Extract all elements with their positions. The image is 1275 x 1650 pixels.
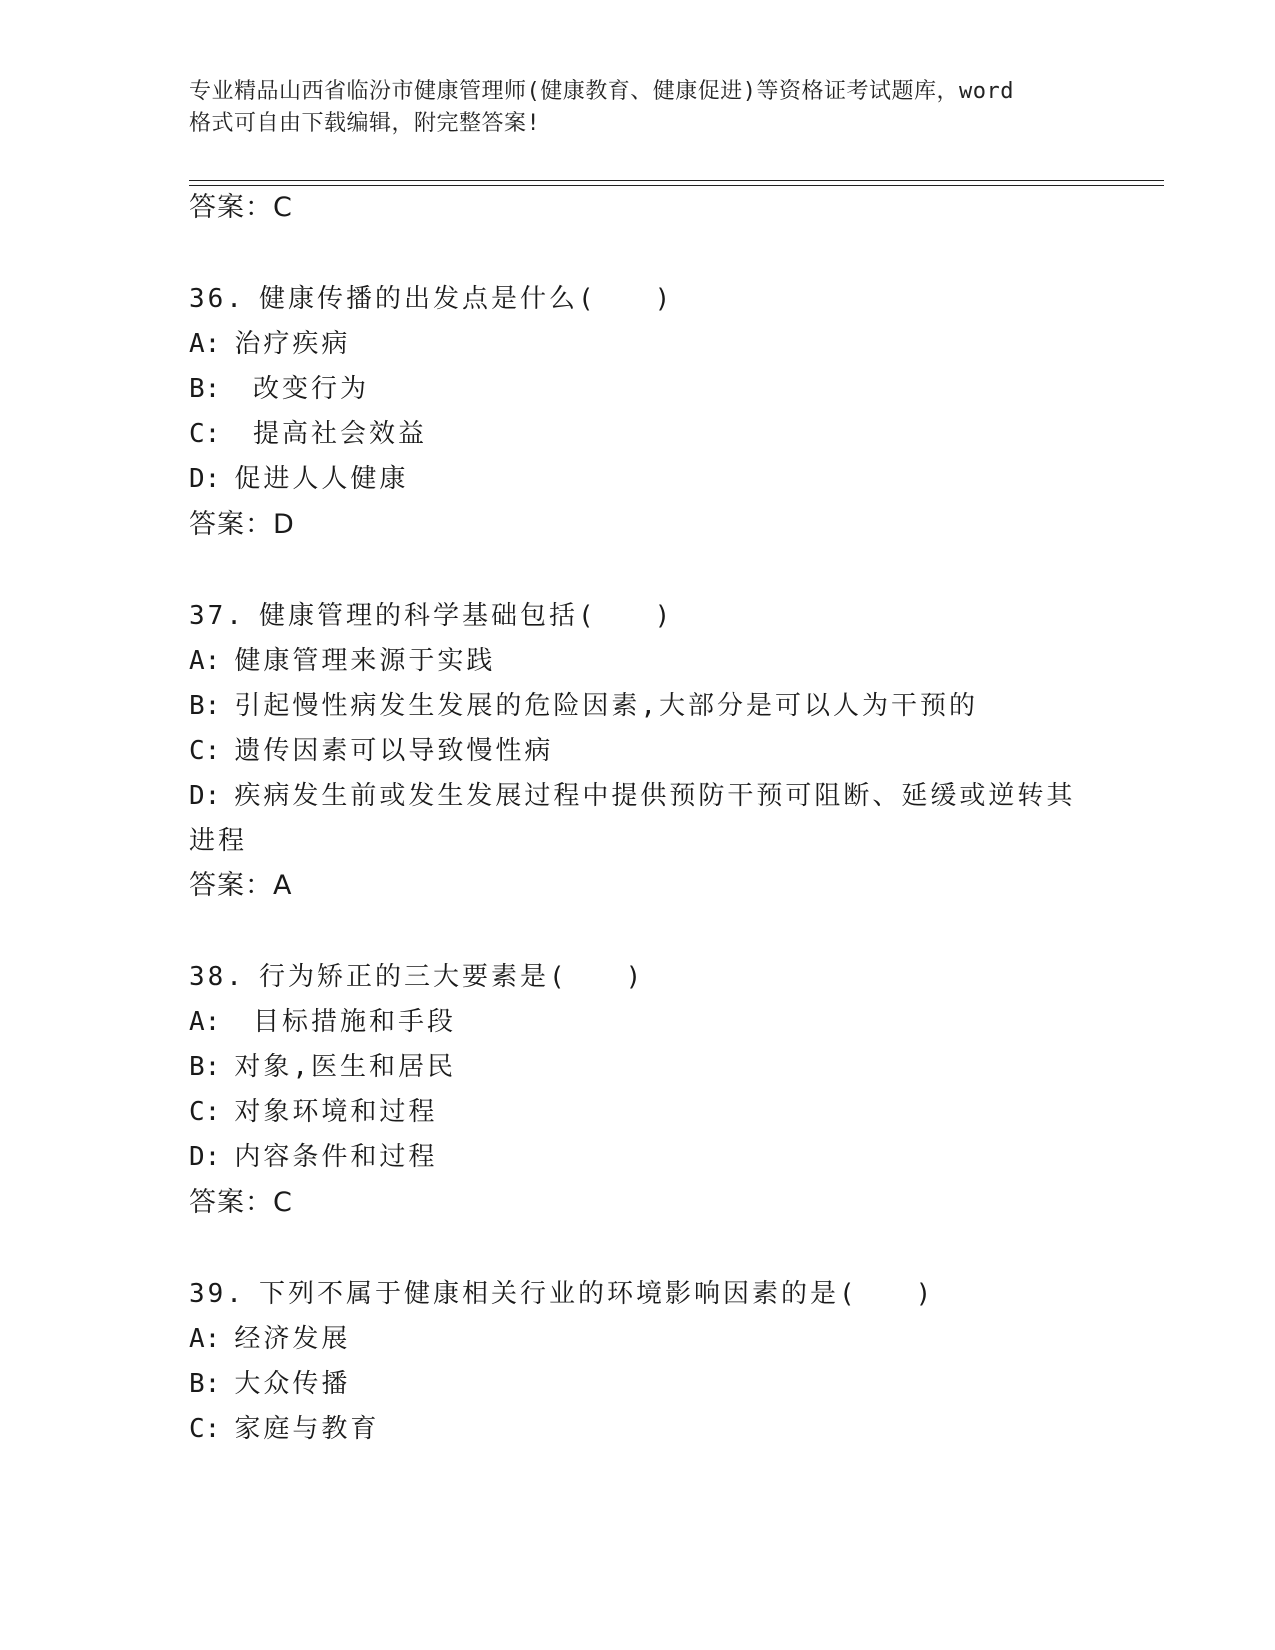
- option-letter: D:: [189, 781, 221, 811]
- option-letter: D:: [189, 1142, 221, 1172]
- option-letter: C:: [189, 1414, 221, 1444]
- question-37-stem: [189, 600, 673, 632]
- option-text: 家庭与教育: [234, 1414, 380, 1444]
- option-text: 大众传播: [234, 1369, 351, 1399]
- question-38-option-a: [189, 1006, 456, 1038]
- option-text-continued: 进程: [189, 826, 248, 856]
- option-text: 遗传因素可以导致慢性病: [234, 736, 554, 766]
- question-text: 下列不属于健康相关行业的环境影响因素的是( ): [258, 1279, 935, 1309]
- option-text: 经济发展: [234, 1324, 351, 1354]
- option-letter: A:: [189, 1324, 221, 1354]
- header-line-2: 格式可自由下载编辑，附完整答案!: [189, 111, 541, 136]
- answer-label: 答案：: [189, 192, 273, 223]
- option-letter: A:: [189, 329, 221, 359]
- option-letter: D:: [189, 464, 221, 494]
- option-letter: B:: [189, 1369, 221, 1399]
- answer-35: [189, 192, 293, 224]
- option-letter: A:: [189, 1007, 221, 1037]
- option-text: 健康管理来源于实践: [234, 646, 496, 676]
- option-text: 对象环境和过程: [234, 1097, 438, 1127]
- question-39-option-c: [189, 1413, 379, 1445]
- question-38-option-c: [189, 1096, 437, 1128]
- option-letter: C:: [189, 736, 221, 766]
- option-letter: C:: [189, 419, 221, 449]
- question-text: 健康管理的科学基础包括( ): [258, 601, 674, 631]
- option-letter: B:: [189, 1052, 221, 1082]
- option-text: 提高社会效益: [234, 419, 427, 449]
- question-36-option-b: [189, 373, 369, 405]
- question-36-option-d: [189, 463, 408, 495]
- question-text: 健康传播的出发点是什么( ): [258, 284, 674, 314]
- option-letter: A:: [189, 646, 221, 676]
- question-37-option-d: [189, 780, 1075, 812]
- option-text: 改变行为: [234, 374, 369, 404]
- option-text: 对象,医生和居民: [234, 1052, 456, 1082]
- option-text: 治疗疾病: [234, 329, 351, 359]
- option-text: 促进人人健康: [234, 464, 409, 494]
- answer-label: 答案：: [189, 509, 273, 540]
- answer-label: 答案：: [189, 1187, 273, 1218]
- option-text: 疾病发生前或发生发展过程中提供预防干预可阻断、延缓或逆转其: [234, 781, 1076, 811]
- option-letter: C:: [189, 1097, 221, 1127]
- option-text: 引起慢性病发生发展的危险因素,大部分是可以人为干预的: [234, 691, 978, 721]
- header-rule-top: [189, 180, 1164, 181]
- question-number: 36.: [189, 284, 245, 314]
- question-37-option-d-continued: [189, 825, 247, 857]
- question-38-stem: [189, 961, 644, 993]
- answer-value: C: [273, 192, 293, 223]
- question-37-option-b: [189, 690, 978, 722]
- answer-value: A: [273, 870, 293, 901]
- question-37-option-a: [189, 645, 495, 677]
- question-number: 37.: [189, 601, 245, 631]
- answer-value: D: [273, 509, 295, 540]
- option-letter: B:: [189, 691, 221, 721]
- answer-value: C: [273, 1187, 293, 1218]
- question-38-option-b: [189, 1051, 456, 1083]
- question-38-option-d: [189, 1141, 437, 1173]
- header-line-1: 专业精品山西省临汾市健康管理师(健康教育、健康促进)等资格证考试题库，word: [189, 79, 1014, 104]
- question-text: 行为矫正的三大要素是( ): [258, 962, 645, 992]
- question-36-option-a: [189, 328, 350, 360]
- answer-label: 答案：: [189, 870, 273, 901]
- answer-38: [189, 1187, 293, 1219]
- question-37-option-c: [189, 735, 553, 767]
- question-number: 39.: [189, 1279, 245, 1309]
- option-text: 目标措施和手段: [234, 1007, 456, 1037]
- document-header: [189, 76, 1089, 140]
- question-36-stem: [189, 283, 673, 315]
- option-letter: B:: [189, 374, 221, 404]
- question-36-option-c: [189, 418, 427, 450]
- question-39-option-a: [189, 1323, 350, 1355]
- option-text: 内容条件和过程: [234, 1142, 438, 1172]
- answer-36: [189, 509, 295, 541]
- question-39-stem: [189, 1278, 934, 1310]
- header-rule-bottom: [189, 185, 1164, 186]
- answer-37: [189, 870, 292, 902]
- question-number: 38.: [189, 962, 245, 992]
- question-39-option-b: [189, 1368, 350, 1400]
